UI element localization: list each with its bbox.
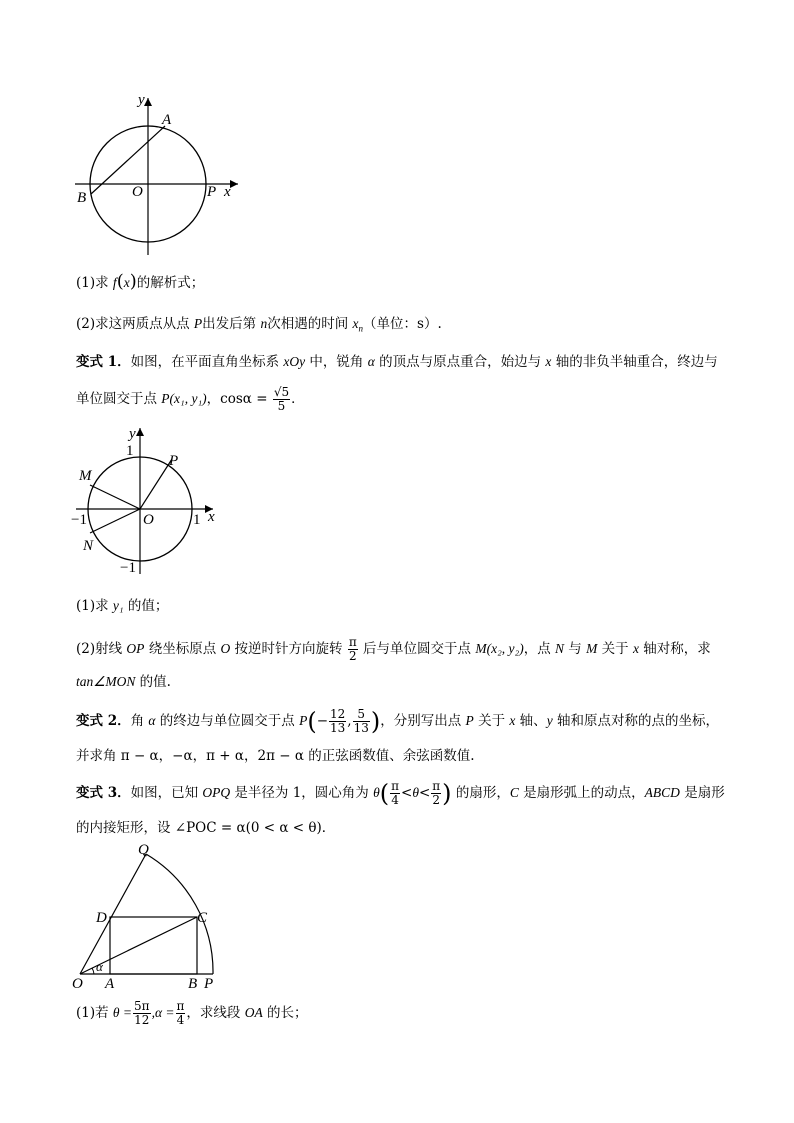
- v1-part2: (2)射线 OP 绕坐标原点 O 按逆时针方向旋转 $\frac{\pi}{2}$ 后与单位圆交于点 M(x₂, y₂)，点 N 与 M 关于 x 轴对称，求: [76, 635, 711, 663]
- v1-line1: 变式 1．如图，在平面直角坐标系 xOy 中，锐角 α 的顶点与原点重合，始边与 x 轴的非负半轴重合，终边与: [76, 354, 718, 370]
- q1-part2: (2)求这两质点从点 P出发后第 n次相遇的时间 $x_n$（单位：s）.: [76, 316, 442, 334]
- y-arrow: [136, 428, 144, 436]
- label-B: B: [188, 976, 198, 990]
- label-neg1-bottom: −1: [120, 560, 136, 576]
- label-O: O: [143, 512, 154, 528]
- figure-unit-circle-1: [70, 90, 250, 260]
- label-A: A: [162, 112, 172, 128]
- label-B: B: [77, 190, 87, 206]
- label-1-top: 1: [126, 443, 134, 459]
- figure-unit-circle-2: [68, 422, 228, 582]
- v3-part1: (1)若 θ = $\frac{5\pi}{12}$ ,α = $\frac{\pi}{4}$ ，求线段 OA 的长；: [76, 999, 308, 1027]
- x-arrow: [230, 180, 238, 188]
- figure-sector: [70, 840, 240, 990]
- label-y: y: [138, 92, 145, 108]
- label-M: M: [79, 468, 92, 484]
- label-P: P: [207, 184, 217, 200]
- v3-line2: 的内接矩形，设 ∠POC = α(0 < α < θ)．: [76, 820, 336, 836]
- v2-line2: 并求角 π − α，−α，π + α，2π − α 的正弦函数值、余弦函数值.: [76, 748, 475, 764]
- ray-ON: [90, 509, 140, 533]
- label-O: O: [72, 976, 83, 990]
- y-arrow: [144, 98, 152, 106]
- side-OQ: [80, 854, 146, 974]
- ray-OM: [90, 485, 140, 509]
- label-alpha: α: [96, 959, 103, 974]
- ray-OP: [140, 459, 172, 509]
- label-O: O: [132, 184, 143, 200]
- label-1-right: 1: [193, 512, 201, 528]
- rectangle-ABCD: [110, 917, 197, 974]
- v3-line1: 变式 3．如图，已知 OPQ 是半径为 1，圆心角为 θ( $\frac{\pi}{4}$ <θ< $\frac{\pi}{2}$ ) 的扇形，C 是扇形弧上的动点，ABCD 是扇形: [76, 779, 725, 808]
- label-y: y: [129, 426, 136, 442]
- label-P: P: [204, 976, 214, 990]
- label-N: N: [83, 538, 94, 554]
- label-P: P: [169, 453, 179, 469]
- label-x: x: [224, 184, 231, 200]
- v2-line1: 变式 2．角 α 的终边与单位圆交于点 P(− $\frac{12}{13}$ , $\frac{5}{13}$ )，分别写出点 P 关于 x 轴、y 轴和原点对称的点的坐标，: [76, 707, 719, 736]
- label-x: x: [208, 509, 215, 525]
- v1-line2: 单位圆交于点 P(x₁, y₁)，cosα = $\frac{√5}{5}$ ．: [76, 385, 305, 413]
- label-D: D: [96, 910, 107, 926]
- label-neg1-left: −1: [71, 512, 87, 528]
- label-A: A: [105, 976, 115, 990]
- v1-part2-line2: tan∠MON 的值.: [76, 674, 171, 690]
- label-Q: Q: [138, 842, 149, 858]
- v1-part1: (1)求 y₁ 的值；: [76, 598, 169, 614]
- label-C: C: [197, 910, 208, 926]
- angle-alpha-arc: [92, 968, 94, 974]
- q1-part1: (1)求 f(x)的解析式；: [76, 271, 205, 292]
